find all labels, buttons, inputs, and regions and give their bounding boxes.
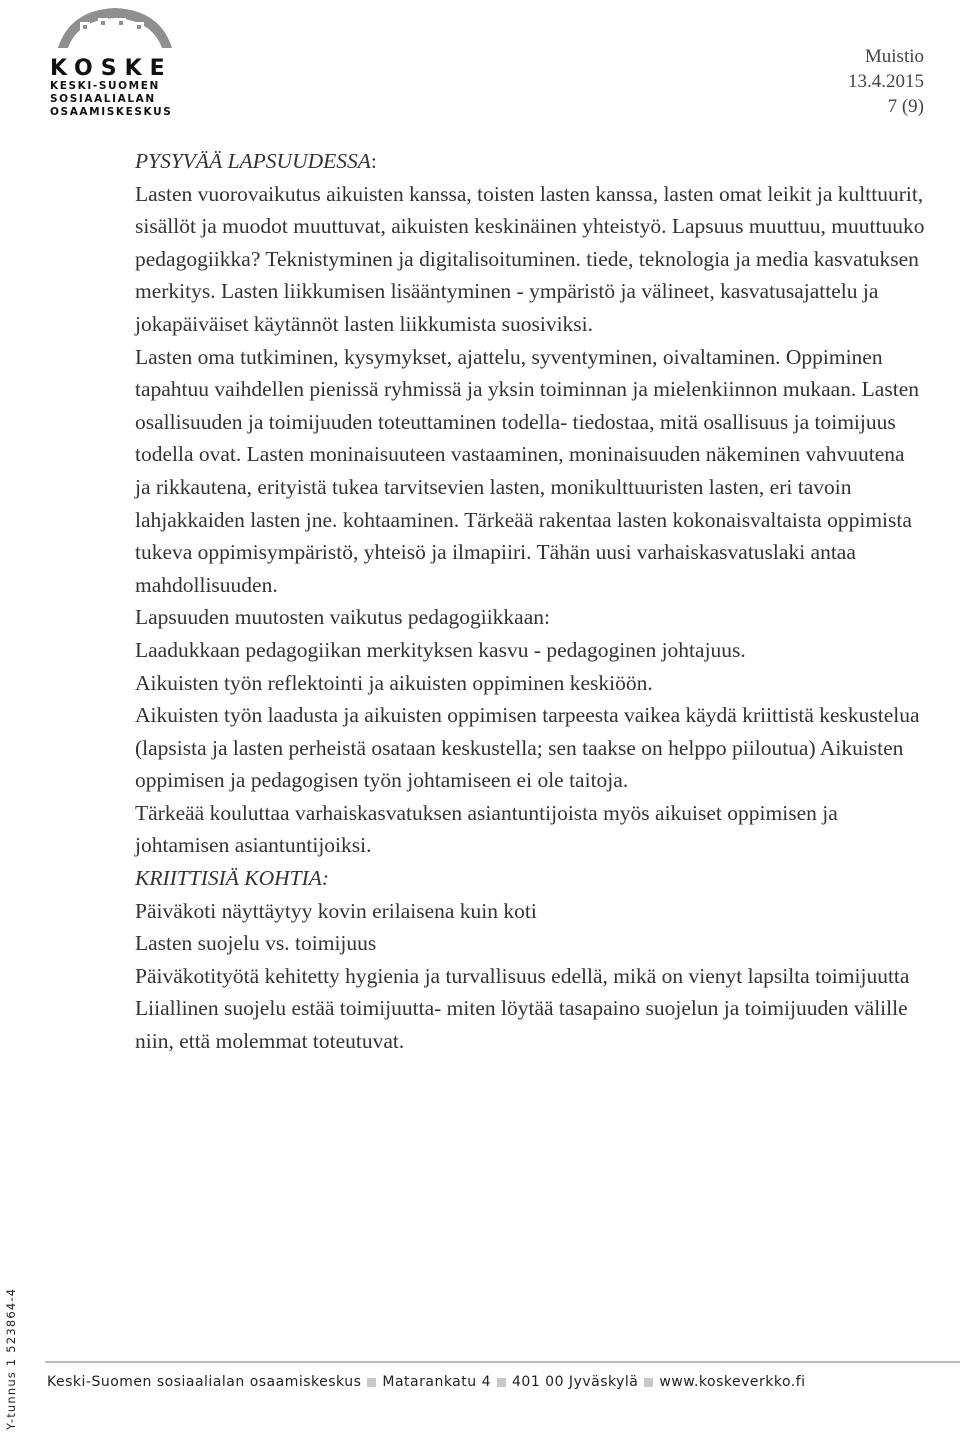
document-meta xyxy=(848,44,924,119)
logo-name: KOSKE xyxy=(50,56,173,81)
footer-divider xyxy=(45,1361,960,1363)
document-type: Muistio xyxy=(864,46,924,67)
section-heading-pysyvaa xyxy=(135,145,925,178)
list-item: Liiallinen suojelu estää toimijuutta- miten löytää tasapaino suojelun ja toimijuuden välille niin, että molemmat toteutuvat. xyxy=(135,996,908,1054)
logo-line-1: KESKI-SUOMEN xyxy=(50,80,160,92)
footer xyxy=(47,1374,806,1390)
footer-org: Keski-Suomen sosiaalialan osaamiskeskus xyxy=(47,1374,362,1390)
section-heading-kriittisia: KRIITTISIÄ KOHTIA: xyxy=(135,866,330,891)
footer-separator-icon xyxy=(367,1378,376,1387)
page-number: 7 (9) xyxy=(887,96,924,117)
footer-separator-icon xyxy=(497,1378,506,1387)
business-id: Y-tunnus 1 523864-4 xyxy=(4,1287,18,1430)
paragraph: Aikuisten työn laadusta ja aikuisten oppimisen tarpeesta vaikea käydä kriittistä keskustelua (lapsista ja lasten perheistä osataan keskustella; sen taakse on helppo piiloutua) Aikuisten oppimisen ja pedagogisen työn johtamiseen ei ole taitoja. xyxy=(135,703,920,793)
koske-logo xyxy=(50,4,190,119)
paragraph: Aikuisten työn reflektointi ja aikuisten oppiminen keskiöön. xyxy=(135,670,653,695)
heading-colon: : xyxy=(370,149,377,173)
paragraph: Lasten oma tutkiminen, kysymykset, ajattelu, syventyminen, oivaltaminen. Oppiminen tapahtuu vaihdellen pienissä ryhmissä ja yksin toiminnan ja mielenkiinnon mukaan. Lasten osallisuuden ja toimijuuden toteuttaminen todella- tiedostaa, mitä osallisuus ja toimijuus todella ovat. Lasten moninaisuuteen vastaaminen, moninaisuuden näkeminen vahvuutena ja rikkautena, erityistä tukea tarvitsevien lasten, monikulttuuristen lasten, eri tavoin lahjakkaiden lasten jne. kohtaaminen. Tärkeää rakentaa lasten kokonaisvaltaista oppimista tukeva oppimisympäristö, yhteisö ja ilmapiiri. Tähän uusi varhaiskasvatuslaki antaa mahdollisuuden. xyxy=(135,344,919,597)
document-date: 13.4.2015 xyxy=(848,71,924,92)
paragraph: Tärkeää kouluttaa varhaiskasvatuksen asiantuntijoista myös aikuiset oppimisen ja johtamisen asiantuntijoiksi. xyxy=(135,800,838,858)
footer-city: 401 00 Jyväskylä xyxy=(512,1374,639,1390)
paragraph: Lapsuuden muutosten vaikutus pedagogiikkaan: xyxy=(135,605,550,630)
list-item: Lasten suojelu vs. toimijuus xyxy=(135,931,377,956)
footer-street: Matarankatu 4 xyxy=(382,1374,491,1390)
heading-text: PYSYVÄÄ LAPSUUDESSA xyxy=(135,149,371,173)
footer-website: www.koskeverkko.fi xyxy=(659,1374,806,1390)
logo-line-2: SOSIAALIALAN xyxy=(50,93,156,105)
footer-separator-icon xyxy=(644,1378,653,1387)
greek-key-emblem-icon xyxy=(50,4,180,54)
logo-line-3: OSAAMISKESKUS xyxy=(50,106,173,118)
list-item: Päiväkoti näyttäytyy kovin erilaisena kuin koti xyxy=(135,898,537,923)
document-body xyxy=(135,145,925,1058)
list-item: Päiväkotityötä kehitetty hygienia ja turvallisuus edellä, mikä on vienyt lapsilta toimijuutta xyxy=(135,963,910,988)
paragraph: Laadukkaan pedagogiikan merkityksen kasvu - pedagoginen johtajuus. xyxy=(135,637,746,662)
paragraph: Lasten vuorovaikutus aikuisten kanssa, toisten lasten kanssa, lasten omat leikit ja kulttuurit, sisällöt ja muodot muuttuvat, aikuisten keskinäinen yhteistyö. Lapsuus muuttuu, muuttuuko pedagogiikka? Teknistyminen ja digitalisoituminen. tiede, teknologia ja media kasvatuksen merkitys. Lasten liikkumisen lisääntyminen - ympäristö ja välineet, kasvatusajattelu ja jokapäiväiset käytännöt lasten liikkumista suosiviksi. xyxy=(135,181,925,336)
